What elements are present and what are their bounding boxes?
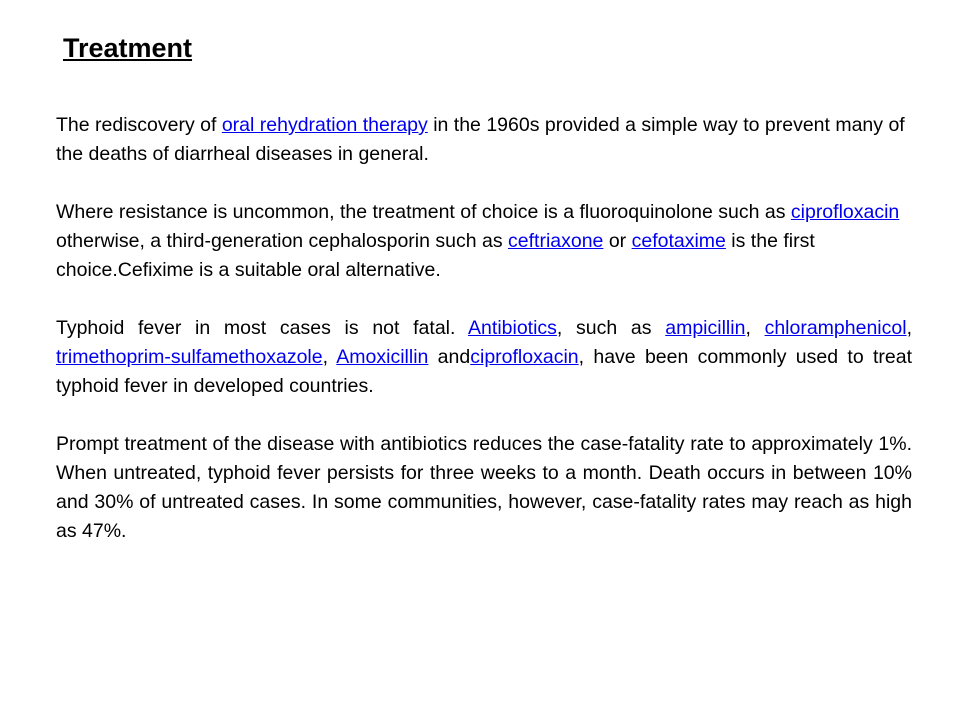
link-ciprofloxacin[interactable]: ciprofloxacin xyxy=(790,201,900,223)
text-segment: Where resistance is uncommon, the treatment of choice is a fluoroquinolone such as xyxy=(56,201,791,223)
link-oral-rehydration-therapy[interactable]: oral rehydration therapy xyxy=(221,114,428,136)
text-segment: Typhoid fever in most cases is not fatal. xyxy=(56,317,469,339)
text-segment: , xyxy=(322,346,337,368)
link-ceftriaxone[interactable]: ceftriaxone xyxy=(508,230,604,252)
link-antibiotics[interactable]: Antibiotics xyxy=(468,317,557,339)
text-segment: is the first choice.Cefixime is a suitable oral alternative. xyxy=(56,230,815,281)
text-segment: and xyxy=(428,346,471,368)
text-segment: otherwise, a third-generation cephalosporin such as xyxy=(56,230,509,252)
link-ampicillin[interactable]: ampicillin xyxy=(665,317,746,339)
text-segment: , have been commonly used to treat typhoid fever in developed countries. xyxy=(56,346,913,397)
text-segment: in the 1960s provided a simple way to prevent many of the deaths of diarrheal diseases in general. xyxy=(56,114,905,165)
link-amoxicillin[interactable]: Amoxicillin xyxy=(336,346,429,368)
link-chloramphenicol[interactable]: chloramphenicol xyxy=(764,317,907,339)
text-segment: , xyxy=(745,317,765,339)
paragraph-oral-rehydration xyxy=(56,111,912,169)
paragraph-prompt-treatment: Prompt treatment of the disease with antibiotics reduces the case-fatality rate to approximately 1%. When untreated, typhoid fever persists for three weeks to a month. Death occurs in between 10% and 30% of untreated cases. In some communities, however, case-fatality rates may reach as high as 47%. xyxy=(56,433,912,542)
slide-body xyxy=(56,111,912,575)
text-segment: , such as xyxy=(556,317,666,339)
paragraph-antibiotics xyxy=(56,314,912,401)
link-trimethoprim-sulfamethoxazole[interactable]: trimethoprim-sulfamethoxazole xyxy=(56,346,323,368)
text-segment: The rediscovery of xyxy=(56,114,222,136)
link-cefotaxime[interactable]: cefotaxime xyxy=(631,230,726,252)
link-ciprofloxacin[interactable]: ciprofloxacin xyxy=(470,346,579,368)
text-segment: or xyxy=(603,230,632,252)
text-segment: , xyxy=(906,317,912,339)
slide-title: Treatment xyxy=(63,33,193,63)
paragraph-treatment-choice xyxy=(56,198,912,285)
